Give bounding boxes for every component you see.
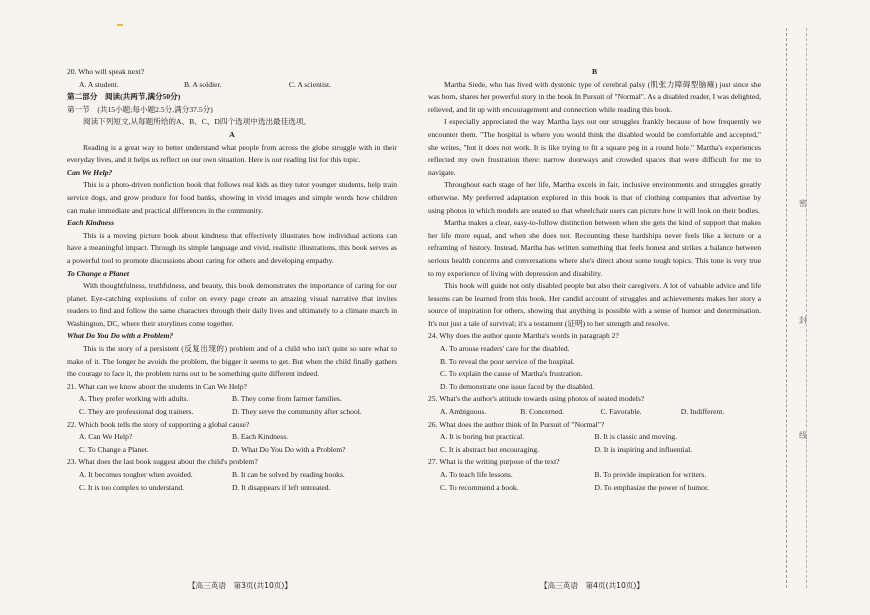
- option[interactable]: C. To Change a Planet.: [79, 444, 149, 454]
- question-26: 26. What does the author think of In Pursuit of "Normal"?: [428, 419, 605, 429]
- binding-line: [786, 28, 787, 588]
- option[interactable]: B. It can be solved by reading books.: [232, 470, 345, 479]
- paragraph: Throughout each stage of her life, Martha excels in fair, inclusive environments and struggles greatly otherwise. My preferred adaptation explored in this book is that of clothing companies that advertise by using photos in which models are seated so that wheelchair users can picture how it will look on their bodies.: [428, 180, 761, 215]
- part-heading: 第二部分 阅读(共两节,满分50分): [67, 92, 181, 102]
- question-23-options: [67, 469, 397, 482]
- option[interactable]: B. To provide inspiration for writers.: [594, 470, 707, 479]
- option[interactable]: A. It is boring but practical.: [440, 432, 525, 442]
- binding-line: [806, 28, 807, 588]
- passage-label: B: [591, 67, 598, 76]
- question-27: 27. What is the writing purpose of the text?: [428, 457, 560, 467]
- seal-label: 线: [799, 431, 807, 440]
- question-21-options: [67, 406, 397, 419]
- question-20-options: [67, 79, 397, 92]
- question-21-options: [67, 393, 397, 406]
- option[interactable]: B. Concerned.: [520, 407, 564, 417]
- option[interactable]: C. A scientist.: [288, 79, 332, 89]
- book-heading: To Change a Planet: [67, 268, 129, 278]
- option[interactable]: B. A soldier.: [183, 79, 222, 89]
- option[interactable]: D. To demonstrate one issue faced by the disabled.: [440, 381, 595, 391]
- seal-label: 封: [799, 316, 807, 325]
- book-heading: Each Kindness: [67, 218, 115, 228]
- question-26-options: [428, 431, 761, 444]
- seal-label: 密: [799, 199, 807, 208]
- option[interactable]: D. It disappears if left untreated.: [232, 482, 331, 492]
- option[interactable]: B. They come from farmer families.: [232, 394, 342, 404]
- question-27-options: [428, 482, 761, 495]
- option[interactable]: D. To emphasize the power of humor.: [594, 482, 709, 492]
- page-footer: 【高三英语 第4页(共10页)】: [540, 581, 644, 590]
- question-22-options: [67, 444, 397, 457]
- option[interactable]: B. It is classic and moving.: [594, 432, 677, 442]
- option[interactable]: A. To arouse readers' care for the disabled.: [440, 344, 570, 354]
- paragraph: I especially appreciated the way Martha lays out our struggles frankly because of how frequently we encounter them. "The hospital is where you would think the disabled would be comfortable and accepted," she writes, "but it does not work. It is like trying to fit a square peg in a round hole." Martha's experiences reflected my own frustration there: narrow doorways and crowded spaces that were difficult for me to navigate.: [428, 117, 761, 177]
- highlight-mark: [117, 24, 123, 26]
- paragraph: Martha Siede, who has lived with dystonic type of cerebral palsy (肌张力障碍型脑瘫) just since she was born, shares her powerful story in the book In Pursuit of "Normal". As a disabled reader, I was delighted, relieved, and lit up with encouragement and connection while reading this book.: [428, 79, 761, 114]
- question-25: 25. What's the author's attitude towards using photos of seated models?: [428, 394, 645, 404]
- passage-label: A: [229, 129, 235, 139]
- option[interactable]: A. Can We Help?: [79, 432, 133, 442]
- page-3: [67, 66, 397, 494]
- question-24: 24. Why does the author quote Martha's words in paragraph 2?: [428, 331, 619, 341]
- question-24-options: [428, 343, 761, 393]
- question-27-options: [428, 469, 761, 482]
- paragraph: This is a moving picture book about kindness that effectively illustrates how individual actions can have a meaningful impact. Through its simple language and vivid, realistic illustrations, this book serves as a powerful tool to promote discussions about caring for others and developing empathy.: [67, 230, 397, 265]
- question-26-options: [428, 444, 761, 457]
- paragraph: This is a photo-driven nonfiction book that follows real kids as they tutor younger students, help train service dogs, and grow produce for food banks, showing in vivid images and simple words how children can make immediate and practical differences in the community.: [67, 180, 397, 215]
- question-22: 22. Which book tells the story of supporting a global cause?: [67, 419, 250, 429]
- option[interactable]: C. To recommend a book.: [440, 482, 519, 492]
- question-22-options: [67, 431, 397, 444]
- question-21: 21. What can we know about the students in Can We Help?: [67, 381, 248, 391]
- question-23-options: [67, 482, 397, 495]
- option[interactable]: C. It is too complex to understand.: [79, 482, 185, 492]
- option[interactable]: B. Each Kindness.: [232, 432, 289, 442]
- option[interactable]: D. They serve the community after school.: [232, 407, 362, 417]
- section-heading: 第一节 (共15小题;每小题2.5分,满分37.5分): [67, 104, 213, 114]
- option[interactable]: C. Favorable.: [600, 407, 642, 417]
- paragraph: This book will guide not only disabled people but also their caregivers. A lot of valuable advice and life lessons can be learned from this book. Her candid account of struggles and achievements makes her story a source of inspiration for others, showing that anything is possible with a sense of humor and determination. It's not just a tale of survival; it's a testament (证明) to her strength and resolve.: [428, 281, 761, 328]
- option[interactable]: C. To explain the cause of Martha's frustration.: [440, 369, 583, 379]
- option[interactable]: C. It is abstract but encouraging.: [440, 444, 539, 454]
- option[interactable]: B. To reveal the poor service of the hospital.: [440, 356, 575, 366]
- paragraph: Reading is a great way to better understand what people from across the globe struggle with in their everyday lives, and it helps us reflect on our own situation. Here is our reading list for this topic.: [67, 142, 397, 165]
- book-heading: What Do You Do with a Problem?: [67, 331, 174, 341]
- instruction: 阅读下列短文,从每题所给的A、B、C、D四个选项中选出最佳选项。: [83, 117, 312, 127]
- option[interactable]: A. A student.: [79, 79, 119, 89]
- paragraph: This is the story of a persistent (反复出现的) problem and of a child who isn't quite so sure what to make of it. The longer he avoids the problem, the bigger it seems to get. But when the child finally gathers the courage to face it, the problem turns out to be something quite different indeed.: [67, 344, 397, 379]
- paragraph: Martha makes a clear, easy-to-follow distinction between when she gets the kind of support that makes her life more equal, and when she does not. Recounting these hardships never feels like a lecture or a reframing of history. Instead, Martha has written something that feels honest and strikes a balance between serious health concerns and conversations where she's direct about some tough topics. This tone is very true to my experience of living with depression and disability.: [428, 218, 761, 278]
- option[interactable]: D. What Do You Do with a Problem?: [232, 444, 346, 454]
- question-23: 23. What does the last book suggest about the child's problem?: [67, 457, 258, 467]
- question-25-options: [428, 406, 761, 419]
- question-20: 20. Who will speak next?: [67, 67, 145, 76]
- page-footer: 【高三英语 第3页(共10页)】: [188, 581, 292, 590]
- page-4: [428, 66, 761, 494]
- option[interactable]: A. Ambiguous.: [440, 407, 487, 417]
- option[interactable]: D. Indifferent.: [680, 407, 725, 417]
- book-heading: Can We Help?: [67, 167, 113, 177]
- paragraph: With thoughtfulness, truthfulness, and beauty, this book demonstrates the importance of caring for our planet. Eye-catching explosions of color on every page create an amazing visual narrative that invites readers to find and follow the same characters through their daily lives and ultimately to a climate march in Washington, DC, where their storylines come together.: [67, 281, 397, 328]
- option[interactable]: C. They are professional dog trainers.: [79, 407, 194, 417]
- option[interactable]: D. It is inspiring and influential.: [594, 444, 693, 454]
- option[interactable]: A. To teach life lessons.: [440, 470, 513, 479]
- option[interactable]: A. They prefer working with adults.: [79, 394, 189, 404]
- option[interactable]: A. It becomes tougher when avoided.: [79, 470, 193, 479]
